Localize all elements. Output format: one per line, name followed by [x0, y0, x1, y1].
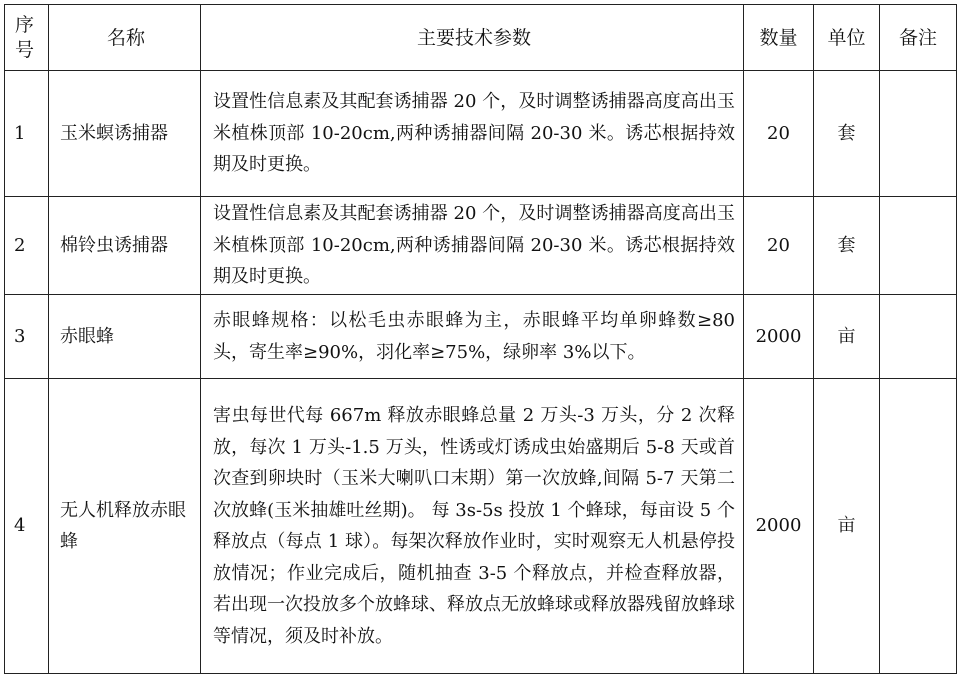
row-seq: 3: [5, 295, 49, 379]
row-seq: 2: [5, 197, 49, 295]
header-seq: 序号: [5, 5, 49, 71]
row-unit: 亩: [814, 295, 880, 379]
row-name: 赤眼蜂: [49, 295, 201, 379]
header-name: 名称: [49, 5, 201, 71]
row-name: 玉米螟诱捕器: [49, 71, 201, 197]
row-qty: 20: [744, 197, 814, 295]
equipment-table: [4, 4, 957, 674]
row-params: 设置性信息素及其配套诱捕器 20 个，及时调整诱捕器高度高出玉米植株顶部 10-20cm,两种诱捕器间隔 20-30 米。诱芯根据持效期及时更换。: [201, 197, 744, 295]
row-seq: 1: [5, 71, 49, 197]
header-params: 主要技术参数: [201, 5, 744, 71]
header-unit: 单位: [814, 5, 880, 71]
row-unit: 套: [814, 197, 880, 295]
row-qty: 2000: [744, 379, 814, 674]
header-row: [5, 5, 957, 71]
row-note: [880, 295, 957, 379]
row-name: 棉铃虫诱捕器: [49, 197, 201, 295]
row-name: 无人机释放赤眼蜂: [49, 379, 201, 674]
row-unit: 亩: [814, 379, 880, 674]
row-unit: 套: [814, 71, 880, 197]
header-qty: 数量: [744, 5, 814, 71]
table-row: [5, 379, 957, 674]
row-seq: 4: [5, 379, 49, 674]
row-note: [880, 379, 957, 674]
table-row: [5, 197, 957, 295]
table-row: [5, 71, 957, 197]
row-params: 害虫每世代每 667m 释放赤眼蜂总量 2 万头-3 万头，分 2 次释放，每次 1 万头-1.5 万头，性诱或灯诱成虫始盛期后 5-8 天或首次查到卵块时（玉米大喇叭口末期）第一次放蜂,间隔 5-7 天第二次放蜂(玉米抽雄吐丝期)。 每 3s-5s 投放 1 个蜂球，每亩设 5 个释放点（每点 1 球）。每架次释放作业时，实时观察无人机悬停投放情况；作业完成后，随机抽查 3-5 个释放点，并检查释放器，若出现一次投放多个放蜂球、释放点无放蜂球或释放器残留放蜂球等情况，须及时补放。: [201, 379, 744, 674]
row-note: [880, 197, 957, 295]
table-row: [5, 295, 957, 379]
row-params: 赤眼蜂规格：以松毛虫赤眼蜂为主，赤眼蜂平均单卵蜂数≥80 头，寄生率≥90%，羽化率≥75%，绿卵率 3%以下。: [201, 295, 744, 379]
row-params: 设置性信息素及其配套诱捕器 20 个，及时调整诱捕器高度高出玉米植株顶部 10-20cm,两种诱捕器间隔 20-30 米。诱芯根据持效期及时更换。: [201, 71, 744, 197]
row-qty: 2000: [744, 295, 814, 379]
row-qty: 20: [744, 71, 814, 197]
header-note: 备注: [880, 5, 957, 71]
row-note: [880, 71, 957, 197]
